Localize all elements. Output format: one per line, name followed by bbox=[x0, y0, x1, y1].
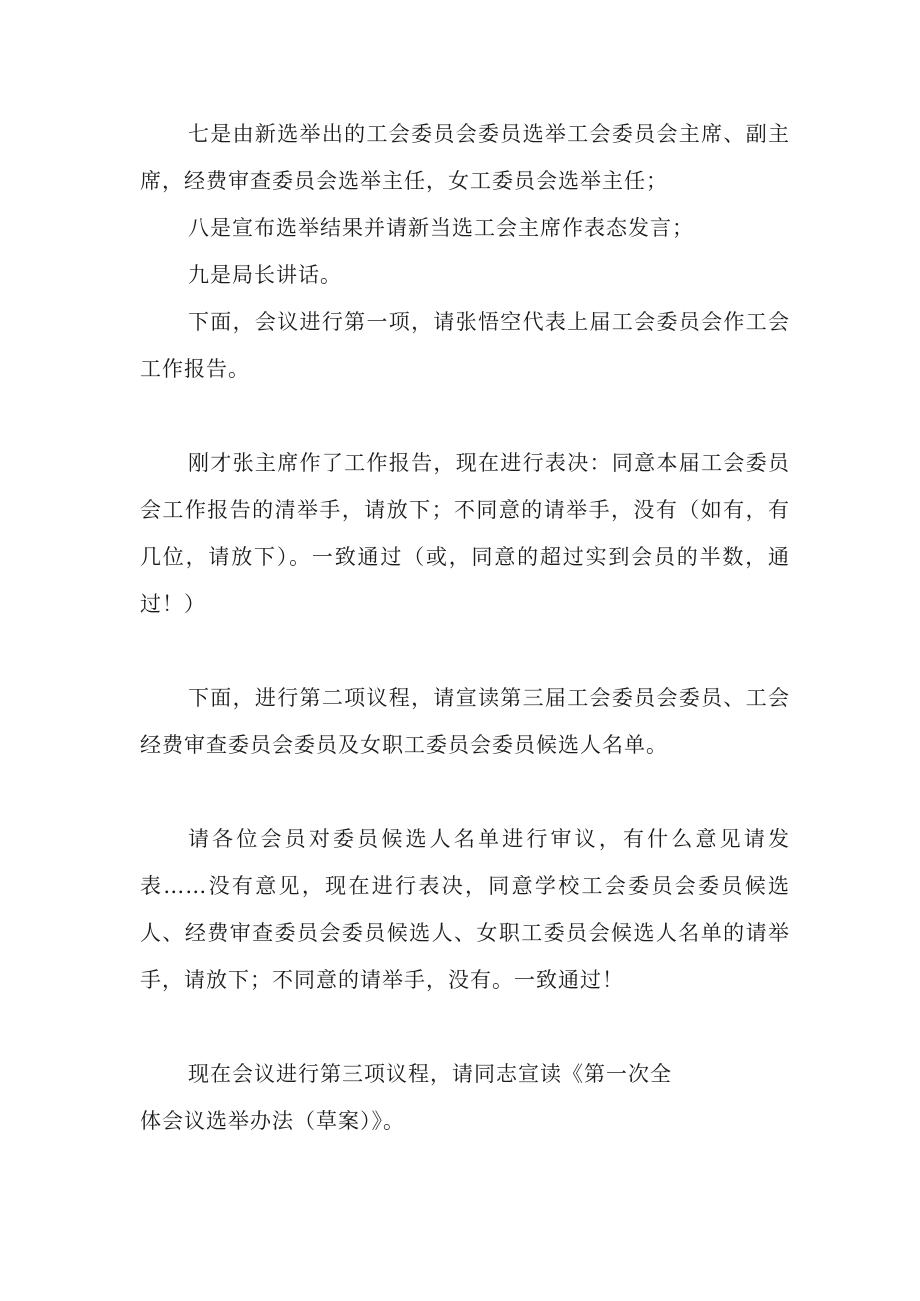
paragraph-item-9: 九是局长讲话。 bbox=[188, 263, 342, 287]
paragraph-report-vote: 刚才张主席作了工作报告，现在进行表决：同意本届工会委员会工作报告的清举手，请放下；不同意的请举手，没有（如有，有几位，请放下）。一致通过（或，同意的超过实到会员的半数，通过！） bbox=[140, 451, 790, 616]
paragraph-candidate-review: 请各位会员对委员候选人名单进行审议，有什么意见请发表……没有意见，现在进行表决，同意学校工会委员会委员候选人、经费审查委员会委员候选人、女职工委员会候选人名单的请举手，请放下；不同意的请举手，没有。一致通过！ bbox=[140, 827, 790, 992]
paragraph-second-agenda: 下面，进行第二项议程，请宣读第三届工会委员会委员、工会经费审查委员会委员及女职工委员会委员候选人名单。 bbox=[140, 686, 790, 757]
paragraph-first-agenda: 下面，会议进行第一项，请张悟空代表上届工会委员会作工会工作报告。 bbox=[140, 310, 790, 381]
paragraph-item-8: 八是宣布选举结果并请新当选工会主席作表态发言； bbox=[188, 216, 694, 240]
paragraph-third-agenda: 现在会议进行第三项议程，请同志宣读《第一次全体会议选举办法（草案）》。 bbox=[140, 1062, 672, 1133]
paragraph-item-7: 七是由新选举出的工会委员会委员选举工会委员会主席、副主席，经费审查委员会选举主任，女工委员会选举主任； bbox=[140, 122, 790, 193]
